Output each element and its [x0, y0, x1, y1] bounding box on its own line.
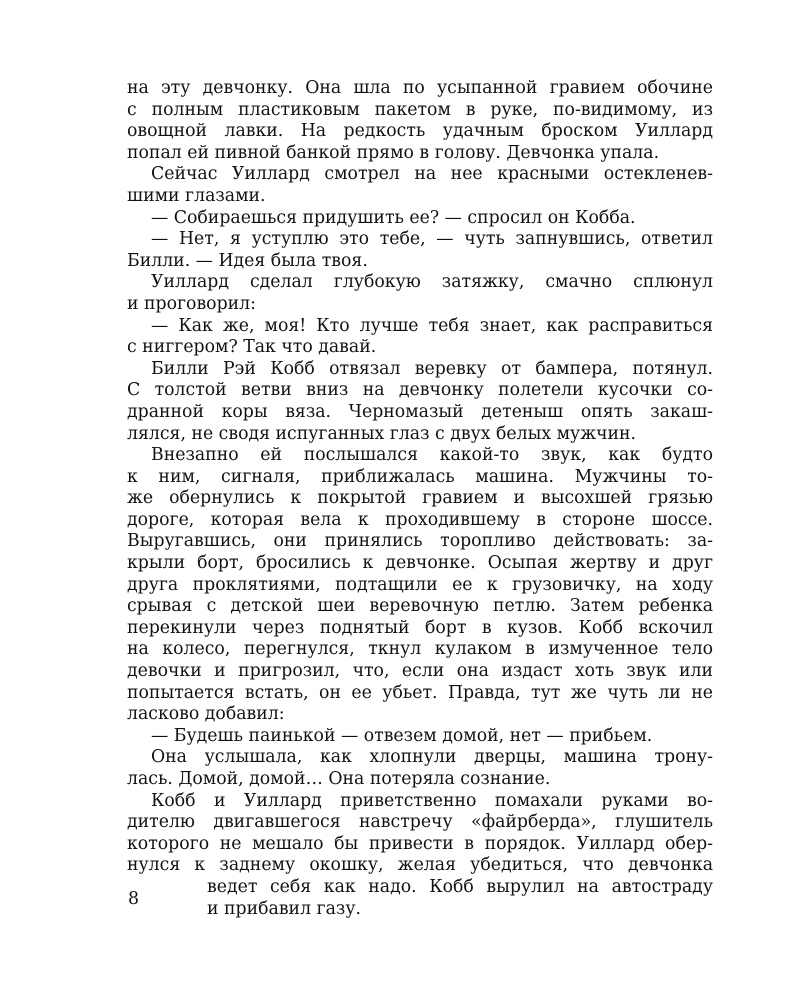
text-line: друга проклятиями, подтащили ее к грузовичку, на ходу	[127, 574, 713, 595]
text-line: дранной коры вяза. Черномазый детеныш опять закаш-	[127, 401, 713, 422]
text-line: лялся, не сводя испуганных глаз с двух белых мужчин.	[127, 423, 637, 444]
text-line: к ним, сигналя, приближалась машина. Мужчины то-	[127, 466, 713, 487]
page-number: 8	[128, 889, 139, 909]
text-line: Внезапно ей послышался какой-то звук, как будто	[151, 445, 713, 466]
text-line: Уиллард сделал глубокую затяжку, смачно сплюнул	[151, 272, 713, 293]
text-line: и проговорил:	[127, 293, 256, 314]
body-text	[127, 78, 713, 920]
text-line: на колесо, перегнулся, ткнул кулаком в измученное тело	[127, 639, 713, 660]
text-line: Билли. — Идея была твоя.	[127, 250, 368, 271]
text-line: с ниггером? Так что давай.	[127, 337, 377, 358]
text-line: — Собираешься придушить ее? — спросил он Кобба.	[151, 207, 636, 228]
text-line: и прибавил газу.	[207, 898, 361, 919]
text-line: дителю двигавшегося навстречу «файрберда», глушитель	[127, 812, 713, 833]
text-line: с полным пластиковым пакетом в руке, по-видимому, из	[127, 99, 713, 120]
text-line: которого не мешало бы привести в порядок. Уиллард обер-	[127, 833, 713, 854]
text-line: ведет себя как надо. Кобб вырулил на автостраду	[207, 876, 713, 897]
text-line: дороге, которая вела к проходившему в стороне шоссе.	[127, 509, 713, 530]
text-line: нулся к заднему окошку, желая убедиться, что девчонка	[127, 855, 713, 876]
text-line: девочки и пригрозил, что, если она издаст хоть звук или	[127, 661, 713, 682]
text-line: же обернулись к покрытой гравием и высохшей грязью	[127, 488, 713, 509]
text-line: на эту девчонку. Она шла по усыпанной гравием обочине	[127, 78, 713, 98]
text-line: Кобб и Уиллард приветственно помахали руками во-	[151, 790, 713, 811]
text-line: шими глазами.	[127, 185, 266, 206]
text-line: Она услышала, как хлопнули дверцы, машина трону-	[151, 747, 713, 768]
text-line: крыли борт, бросились к девчонке. Осыпая жертву и друг	[127, 553, 713, 574]
text-line: овощной лавки. На редкость удачным броском Уиллард	[127, 121, 713, 142]
text-line: Сейчас Уиллард смотрел на нее красными остекленев-	[151, 164, 713, 185]
text-line: — Нет, я уступлю это тебе, — чуть запнувшись, ответил	[151, 229, 713, 250]
text-line: попал ей пивной банкой прямо в голову. Девчонка упала.	[127, 142, 660, 163]
text-line: перекинули через поднятый борт в кузов. Кобб вскочил	[127, 617, 713, 638]
text-line: — Будешь паинькой — отвезем домой, нет — прибьем.	[151, 725, 653, 746]
text-line: Выругавшись, они принялись торопливо действовать: за-	[127, 531, 713, 552]
text-line: Билли Рэй Кобб отвязал веревку от бампера, потянул.	[151, 358, 713, 379]
text-line: — Как же, моя! Кто лучше тебя знает, как расправиться	[151, 315, 713, 336]
text-line: С толстой ветви вниз на девчонку полетели кусочки со-	[127, 380, 713, 401]
text-line: лась. Домой, домой… Она потеряла сознание.	[127, 769, 551, 789]
text-line: ласково добавил:	[127, 704, 285, 725]
text-line: попытается встать, он ее убьет. Правда, тут же чуть ли не	[127, 682, 713, 703]
text-line: срывая с детской шеи веревочную петлю. Затем ребенка	[127, 596, 713, 617]
